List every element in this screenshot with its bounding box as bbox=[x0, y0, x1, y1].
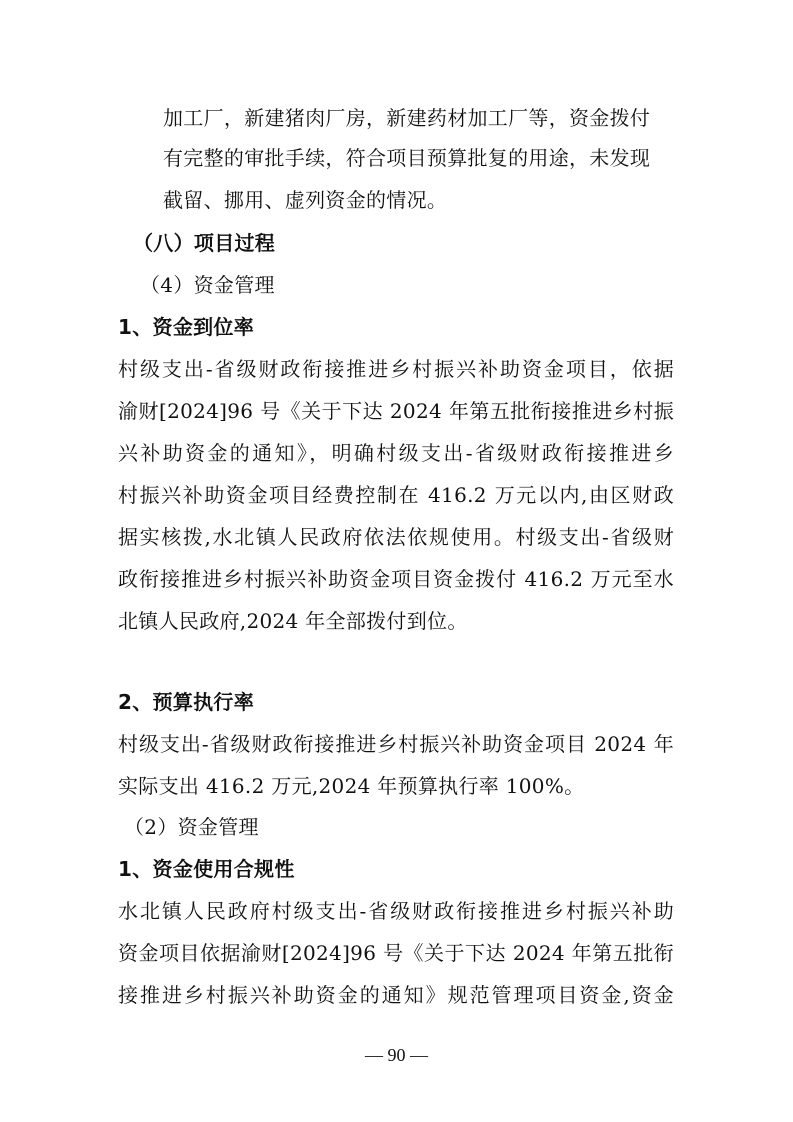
heading-budget-execution-rate: 2、预算执行率 bbox=[118, 690, 255, 714]
heading-funds-arrival-rate: 1、资金到位率 bbox=[118, 315, 255, 339]
continuation-line-2: 有完整的审批手续，符合项目预算批复的用途，未发现 bbox=[163, 146, 651, 170]
para-1-line-4: 村振兴补助资金项目经费控制在 416.2 万元以内,由区财政 bbox=[118, 483, 674, 507]
para-2-line-1: 村级支出-省级财政衔接推进乡村振兴补助资金项目 2024 年 bbox=[118, 732, 674, 756]
continuation-line-3: 截留、挪用、虚列资金的情况。 bbox=[163, 188, 448, 212]
para-3-line-1: 水北镇人民政府村级支出-省级财政衔接推进乡村振兴补助 bbox=[118, 899, 674, 923]
para-1-line-3: 兴补助资金的通知》，明确村级支出-省级财政衔接推进乡 bbox=[118, 441, 674, 465]
sub-item-funds-management-4: （4）资金管理 bbox=[140, 273, 275, 297]
para-1-line-1: 村级支出-省级财政衔接推进乡村振兴补助资金项目，依据 bbox=[118, 357, 674, 381]
para-3-line-2: 资金项目依据渝财[2024]96 号《关于下达 2024 年第五批衔 bbox=[118, 941, 674, 965]
para-1-line-7: 北镇人民政府,2024 年全部拨付到位。 bbox=[118, 609, 468, 633]
para-1-line-2: 渝财[2024]96 号《关于下达 2024 年第五批衔接推进乡村振 bbox=[118, 399, 674, 423]
sub-item-funds-management-2: （2）资金管理 bbox=[124, 815, 259, 839]
para-2-line-2: 实际支出 416.2 万元,2024 年预算执行率 100%。 bbox=[118, 774, 585, 798]
page-number: — 90 — bbox=[365, 1045, 428, 1065]
continuation-line-1: 加工厂，新建猪肉厂房，新建药材加工厂等，资金拨付 bbox=[163, 106, 651, 130]
para-3-line-3: 接推进乡村振兴补助资金的通知》规范管理项目资金,资金 bbox=[118, 983, 674, 1007]
heading-funds-use-compliance: 1、资金使用合规性 bbox=[118, 857, 295, 881]
section-heading: （八）项目过程 bbox=[133, 231, 276, 255]
para-1-line-6: 政衔接推进乡村振兴补助资金项目资金拨付 416.2 万元至水 bbox=[118, 567, 674, 591]
para-1-line-5: 据实核拨,水北镇人民政府依法依规使用。村级支出-省级财 bbox=[118, 525, 674, 549]
